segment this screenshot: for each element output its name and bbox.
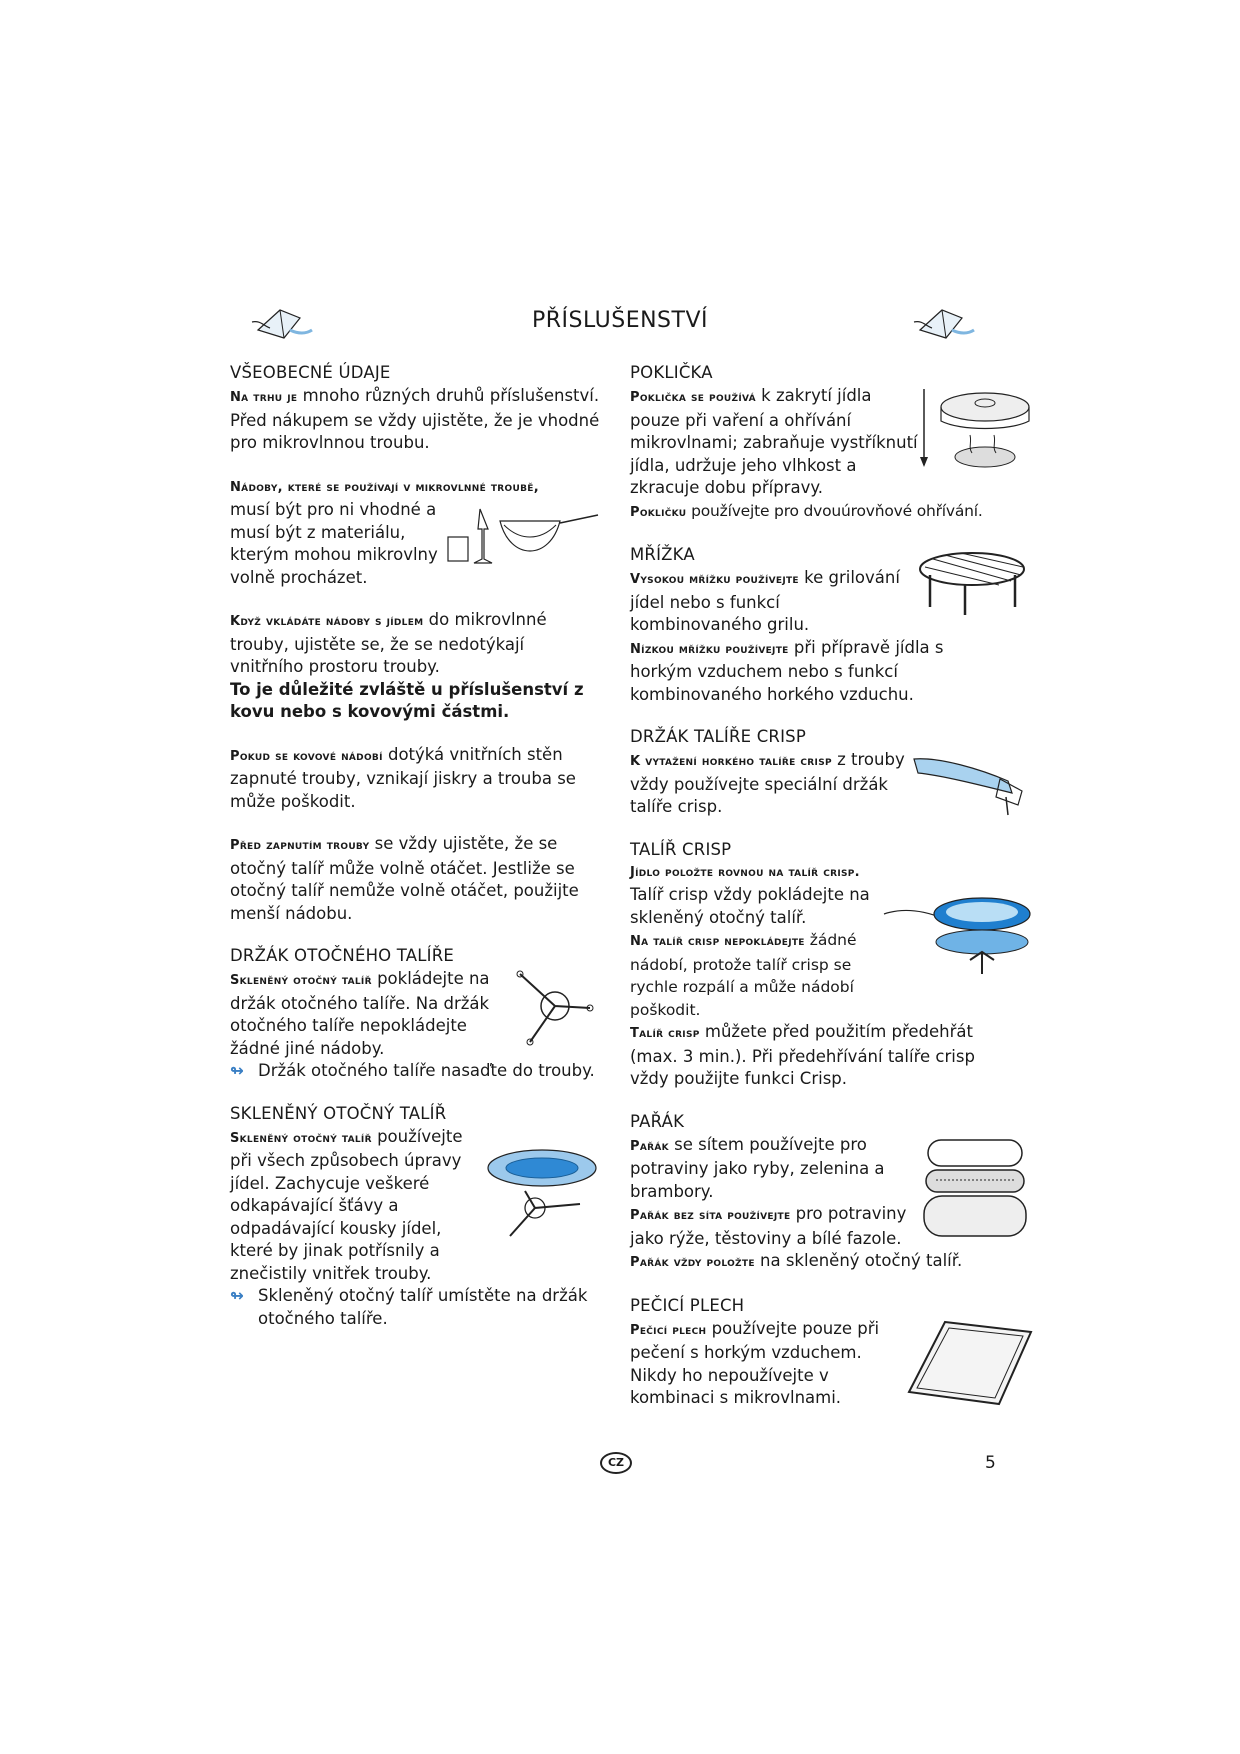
turntable-support-illustration bbox=[510, 968, 600, 1048]
note-arrow-icon: ↬ bbox=[230, 1061, 244, 1080]
section-crisp-plate: TALÍŘ CRISP Jídlo položte rovnou na talíř crisp. Talíř crisp vždy pokládejte na skleněný otočný talíř. Na talíř crisp nepokládejte žádné nádobí, protože talíř crisp se rychle rozpálí a může nádobí poškodit. Talíř crisp můžete před použitím předehřát (max. 3 min.). Při předehřívání talíře crisp vždy použijte funkci Crisp. bbox=[630, 839, 1010, 1091]
glass-turntable-illustration bbox=[485, 1146, 600, 1241]
lid-illustration bbox=[920, 385, 1040, 475]
page-title: PŘÍSLUŠENSTVÍ bbox=[531, 308, 709, 333]
section-glass-turntable: SKLENĚNÝ OTOČNÝ TALÍŘ Skleněný otočný talíř používejte při všech způsobech úpravy jídel. Zachycuje veškeré odkapávající šťávy a odpadávající kousky jídel, které by jinak potřísnily a znečistily vnitřek trouby. ↬ Skleněný otočný talíř umístěte na držák otočného talíře. bbox=[230, 1103, 600, 1331]
note-arrow-icon: ↬ bbox=[230, 1286, 244, 1305]
cookware-illustration bbox=[440, 501, 600, 571]
baking-tray-illustration bbox=[905, 1318, 1035, 1408]
book-hand-icon-right bbox=[912, 300, 982, 345]
section-lid: POKLIČKA Poklička se používá k zakrytí jídla pouze při vaření a ohřívání mikrovlnami; zabraňuje vystříknutí jídla, udržuje jeho vlhkost a zkracuje dobu přípravy. Pokličku používejte pro dvouúrovňové ohřívání. bbox=[630, 362, 1010, 524]
section-heading: VŠEOBECNÉ ÚDAJE bbox=[230, 363, 391, 382]
section-general: VŠEOBECNÉ ÚDAJE Na trhu je mnoho různých druhů příslušenství. Před nákupem se vždy ujistěte, že je vhodné pro mikrovlnnou troubu. bbox=[230, 363, 600, 452]
crisp-handle-illustration bbox=[910, 749, 1030, 819]
language-badge: CZ bbox=[600, 1452, 632, 1474]
section-steamer: PAŘÁK Pařák se sítem používejte pro potraviny jako ryby, zelenina a brambory. Pařák bez síta používejte pro potraviny jako rýže, těstoviny a bílé fazole. Pařák vždy položte na skleněný otočný talíř. bbox=[630, 1111, 1010, 1275]
section-rack: MŘÍŽKA Vysokou mřížku používejte ke grilování jídel nebo s funkcí kombinovaného grilu. Nízkou mřížku používejte při přípravě jídla s horkým vzduchem nebo s funkcí kombinovaného horkého vzduchu. bbox=[630, 544, 1010, 706]
section-baking-tray: PEČICÍ PLECH Pečicí plech používejte pouze při pečení s horkým vzduchem. Nikdy ho nepoužívejte v kombinaci s mikrovlnami. bbox=[630, 1295, 1010, 1410]
right-column bbox=[630, 362, 1010, 1430]
steamer-illustration bbox=[920, 1134, 1030, 1246]
crisp-plate-illustration bbox=[882, 884, 1032, 994]
page-number: 5 bbox=[985, 1453, 996, 1473]
section-crisp-handle: DRŽÁK TALÍŘE CRISP K vytažení horkého talíře crisp z trouby vždy používejte speciální držák talíře crisp. bbox=[630, 726, 1010, 819]
section-turntable-support: DRŽÁK OTOČNÉHO TALÍŘE Skleněný otočný talíř pokládejte na držák otočného talíře. Na držák otočného talíře nepokládejte žádné jiné nádoby. ↬ Držák otočného talíře nasaďte do trouby. bbox=[230, 945, 600, 1083]
rack-illustration bbox=[915, 547, 1030, 619]
left-column: VŠEOBECNÉ ÚDAJE Na trhu je mnoho různých druhů příslušenství. Před nákupem se vždy ujistěte, že je vhodné pro mikrovlnnou troubu. Nádoby, které se používají v mikrovlnné troubě, musí být pro ni vhodné a musí být z materiálu, kterým mohou mikrovlny volně procházet. Když vkládáte nádoby s jídlem do mikrovlnné trouby, ujistěte se, že se nedotýkají vnitřního prostoru trouby. To je důležité zvláště u příslušenství z kovu nebo s kovovými částmi. Pokud se kovové nádobí dotýká vnitřních stěn zapnuté trouby, vznikají jiskry a trouba se může poškodit. Před zapnutím trouby se vždy ujistěte, že se otočný talíř může volně otáčet. Jestliže se otočný talíř nemůže volně otáčet, použijte menší nádobu. DRŽÁK OTOČNÉHO TALÍŘE Skleněný otočný talíř pokládejte na držák otočného talíře. Na držák otočného talíře nepokládejte žádné jiné nádoby. ↬ Držák otočného talíře nasaďte do trouby. SKLENĚNÝ OTOČNÝ TALÍŘ Skleněný otočný talíř používejte při všech způsobech úpravy jídel. Zachycuje veškeré odkapávající šťávy a odpadávající kousky jídel, které by jinak potřísnily a znečistily vnitřek trouby. ↬ Skleněný otočný talíř umístěte na držák otočného talíře. bbox=[230, 362, 600, 1350]
book-hand-icon-left bbox=[250, 300, 320, 345]
